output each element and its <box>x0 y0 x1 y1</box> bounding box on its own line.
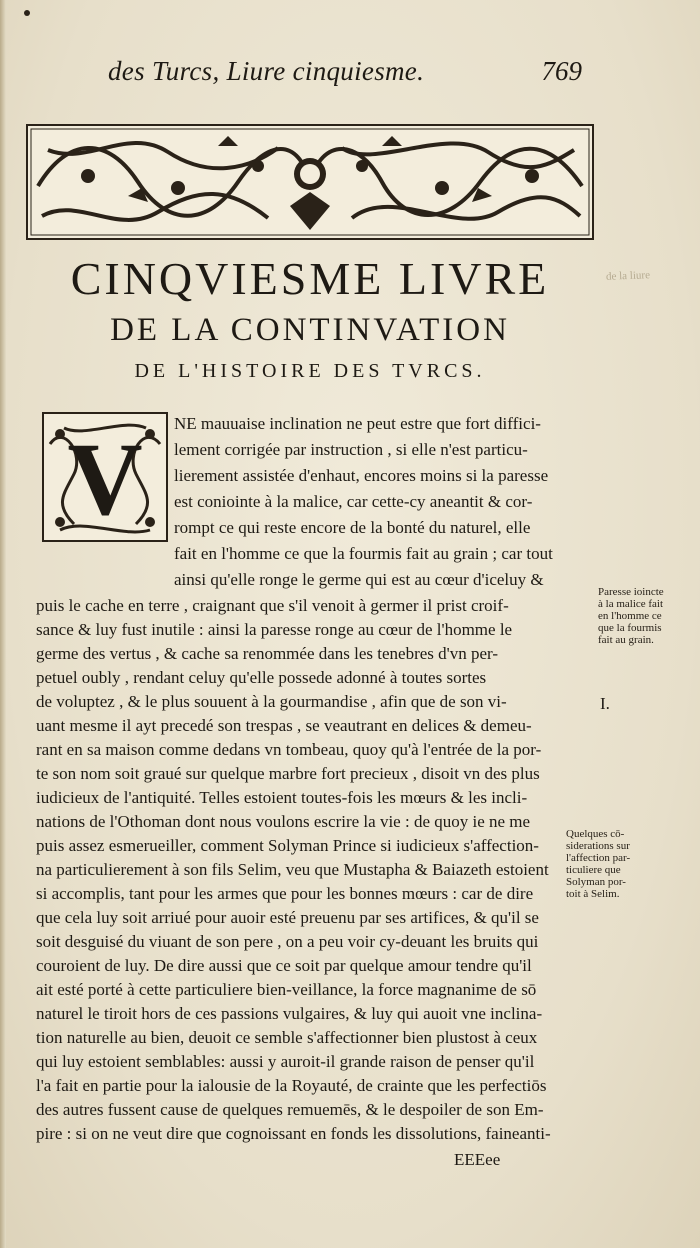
book-title-line-2: DE LA CONTINVATION <box>110 312 510 348</box>
text-line: fait en l'homme ce que la fourmis fait au grain ; car tout <box>174 544 553 563</box>
text-line: rant en sa maison comme dedans vn tombeau, quoy qu'à l'entrée de la por- <box>36 740 542 759</box>
margin-note-line: ticuliere que <box>566 864 621 876</box>
text-line: ait esté porté à cette particuliere bien-veillance, la force magnanime de sō <box>36 980 537 999</box>
dropcap-letter: V <box>67 422 143 537</box>
text-line: te son nom soit graué sur quelque marbre fort precieux , disoit vn des plus <box>36 764 540 783</box>
catchword: EEEee <box>454 1150 501 1169</box>
text-line: de voluptez , & le plus souuent à la gourmandise , afin que de son vi- <box>36 692 507 711</box>
page-number: 769 <box>541 56 582 86</box>
text-line: l'a fait en partie pour la ialousie de la Royauté, de crainte que les perfectiōs <box>36 1076 547 1095</box>
margin-note-line: Solyman por- <box>566 876 626 888</box>
text-line: qui luy estoient semblables: aussi y auroit-il grande raison de penser qu'il <box>36 1052 535 1071</box>
text-line: soit desguisé du viuant de son pere , on a peu voir cy-deuant les bruits qui <box>36 932 539 951</box>
margin-note-line: à la malice fait <box>598 598 664 610</box>
book-title-line-3: DE L'HISTOIRE DES TVRCS. <box>134 360 486 382</box>
text-line: petuel oubly , rendant celuy qu'elle possede adonné à toutes sortes <box>36 668 487 687</box>
margin-note-line: en l'homme ce <box>598 610 662 622</box>
text-line: tion naturelle au bien, deuoit ce semble s'affectionner bien plustost à ceux <box>36 1028 538 1047</box>
margin-note-line: siderations sur <box>566 840 630 852</box>
margin-note-line: Paresse ioincte <box>598 586 664 598</box>
text-line: germe des vertus , & cache sa renommée dans les tenebres d'vn per- <box>36 644 499 663</box>
text-line: que cela luy soit arriué pour auoir esté preuenu par ses artifices, & qu'il se <box>36 908 539 927</box>
text-line: NE mauuaise inclination ne peut estre que fort diffici- <box>174 414 541 433</box>
text-line: est coniointe à la malice, car cette-cy aneantit & cor- <box>174 492 533 511</box>
margin-note-line: l'affection par- <box>566 852 631 864</box>
text-line: lement corrigée par instruction , si elle n'est particu- <box>174 440 528 459</box>
text-line: pire : si on ne veut dire que cognoissant en fonds les dissolutions, faineanti- <box>36 1124 551 1143</box>
margin-note-line: toit à Selim. <box>566 888 620 900</box>
text-line: rompt ce qui reste encore de la bonté du naturel, elle <box>174 518 531 537</box>
text-line: naturel le tiroit hors de ces passions vulgaires, & luy qui auoit vne inclina- <box>36 1004 543 1023</box>
text-line: uant mesme il ayt precedé son trespas , se veautrant en delices & demeu- <box>36 716 532 735</box>
text-line: si accomplis, tant pour les armes que pour les bonnes mœurs : car de dire <box>36 884 534 903</box>
text-line: sance & luy fust inutile : ainsi la paresse ronge au cœur de l'homme le <box>36 620 513 639</box>
show-through-text: de la liure <box>605 269 651 283</box>
text-line: na particulierement à son fils Selim, veu que Mustapha & Baiazeth estoient <box>36 860 549 879</box>
text-line: iudicieux de l'antiquité. Telles estoient toutes-fois les mœurs & les incli- <box>36 788 528 807</box>
text-line: des autres fussent cause de quelques remuemēs, & le despoiler de son Em- <box>36 1100 544 1119</box>
side-marker: I. <box>600 694 610 713</box>
margin-note-line: fait au grain. <box>598 634 654 646</box>
text-line: couroient de luy. De dire aussi que ce soit par quelque amour tendre qu'il <box>36 956 532 975</box>
margin-note-line: que la fourmis <box>598 622 662 634</box>
text-line: puis assez esmerueiller, comment Solyman Prince si iudicieux s'affection- <box>36 836 539 855</box>
running-title: des Turcs, Liure cinquiesme. <box>108 56 425 86</box>
text-line: ainsi qu'elle ronge le germe qui est au cœur d'iceluy & <box>174 570 544 589</box>
text-line: lierement assistée d'enhaut, encores moins si la paresse <box>174 466 549 485</box>
text-line: puis le cache en terre , craignant que s'il venoit à germer il prist croif- <box>36 596 509 615</box>
book-title-line-1: CINQVIESME LIVRE <box>70 253 550 304</box>
text-line: nations de l'Othoman dont nous voulons escrire la vie : de quoy ie ne me <box>36 812 531 831</box>
margin-note-line: Quelques cō- <box>566 828 625 840</box>
